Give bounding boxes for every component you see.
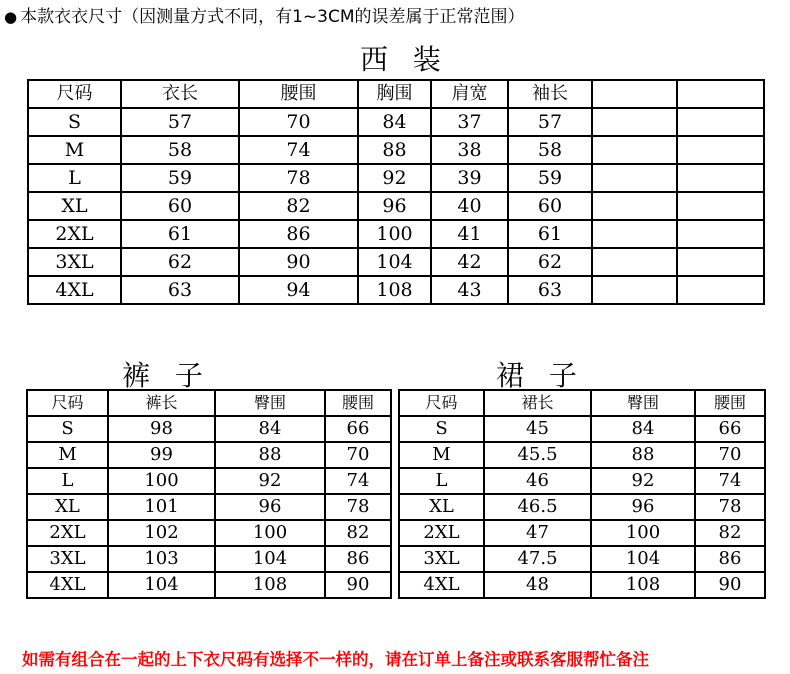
column-header: 裙长: [484, 390, 591, 416]
size-cell: 2XL: [27, 520, 108, 546]
measurement-cell: [592, 276, 677, 304]
table-row: [399, 494, 765, 520]
size-cell: 2XL: [399, 520, 484, 546]
skirt-header-row: [399, 390, 765, 416]
size-cell: XL: [28, 192, 121, 220]
measurement-cell: [592, 192, 677, 220]
measurement-cell: 84: [591, 416, 695, 442]
measurement-cell: 70: [325, 442, 391, 468]
size-cell: XL: [399, 494, 484, 520]
header-note-text: 本款衣衣尺寸（因测量方式不同，有1~3CM的误差属于正常范围）: [20, 7, 525, 27]
column-header: 尺码: [27, 390, 108, 416]
measurement-cell: 62: [121, 248, 239, 276]
suit-size-table: [27, 79, 765, 305]
header-note: [4, 2, 525, 27]
table-row: [28, 136, 764, 164]
pants-title: 裤 子: [122, 359, 211, 392]
size-cell: S: [27, 416, 108, 442]
measurement-cell: 45.5: [484, 442, 591, 468]
measurement-cell: 70: [239, 108, 358, 136]
measurement-cell: 104: [108, 572, 215, 598]
measurement-cell: 40: [431, 192, 508, 220]
measurement-cell: [592, 136, 677, 164]
measurement-cell: 61: [121, 220, 239, 248]
column-header: 裤长: [108, 390, 215, 416]
table-row: [28, 108, 764, 136]
size-cell: 4XL: [27, 572, 108, 598]
measurement-cell: 63: [508, 276, 592, 304]
measurement-cell: 108: [215, 572, 325, 598]
measurement-cell: 46: [484, 468, 591, 494]
measurement-cell: 74: [695, 468, 765, 494]
column-header: 腰围: [239, 80, 358, 108]
measurement-cell: 104: [215, 546, 325, 572]
size-cell: S: [28, 108, 121, 136]
measurement-cell: 46.5: [484, 494, 591, 520]
measurement-cell: 41: [431, 220, 508, 248]
measurement-cell: 108: [591, 572, 695, 598]
skirt-title: 裙 子: [496, 359, 585, 392]
measurement-cell: 66: [325, 416, 391, 442]
skirt-size-table: [398, 389, 766, 599]
measurement-cell: 96: [591, 494, 695, 520]
column-header: 尺码: [28, 80, 121, 108]
table-row: [28, 248, 764, 276]
measurement-cell: [677, 220, 764, 248]
size-cell: S: [399, 416, 484, 442]
measurement-cell: 82: [325, 520, 391, 546]
measurement-cell: 90: [239, 248, 358, 276]
column-header: 臀围: [215, 390, 325, 416]
size-cell: 3XL: [28, 248, 121, 276]
table-row: [28, 220, 764, 248]
measurement-cell: 43: [431, 276, 508, 304]
pants-size-table: [26, 389, 392, 599]
measurement-cell: 88: [215, 442, 325, 468]
measurement-cell: 88: [358, 136, 431, 164]
measurement-cell: 104: [358, 248, 431, 276]
measurement-cell: 84: [215, 416, 325, 442]
size-cell: M: [399, 442, 484, 468]
table-row: [399, 572, 765, 598]
table-row: [27, 520, 391, 546]
measurement-cell: 86: [695, 546, 765, 572]
table-row: [27, 572, 391, 598]
column-header: 衣长: [121, 80, 239, 108]
table-row: [27, 416, 391, 442]
measurement-cell: 57: [508, 108, 592, 136]
measurement-cell: [677, 108, 764, 136]
size-cell: L: [27, 468, 108, 494]
measurement-cell: 98: [108, 416, 215, 442]
table-row: [27, 494, 391, 520]
measurement-cell: 47.5: [484, 546, 591, 572]
measurement-cell: 57: [121, 108, 239, 136]
column-header: [592, 80, 677, 108]
table-row: [399, 520, 765, 546]
measurement-cell: 48: [484, 572, 591, 598]
measurement-cell: 99: [108, 442, 215, 468]
table-row: [399, 442, 765, 468]
measurement-cell: 100: [108, 468, 215, 494]
table-row: [28, 192, 764, 220]
column-header: [677, 80, 764, 108]
measurement-cell: 86: [239, 220, 358, 248]
measurement-cell: 100: [215, 520, 325, 546]
bullet-icon: ●: [4, 8, 18, 26]
measurement-cell: 66: [695, 416, 765, 442]
measurement-cell: 63: [121, 276, 239, 304]
measurement-cell: 58: [508, 136, 592, 164]
measurement-cell: 38: [431, 136, 508, 164]
measurement-cell: [677, 248, 764, 276]
measurement-cell: 74: [239, 136, 358, 164]
measurement-cell: 78: [325, 494, 391, 520]
size-cell: XL: [27, 494, 108, 520]
column-header: 袖长: [508, 80, 592, 108]
measurement-cell: 82: [239, 192, 358, 220]
table-row: [399, 416, 765, 442]
measurement-cell: 100: [358, 220, 431, 248]
measurement-cell: [592, 108, 677, 136]
measurement-cell: [677, 136, 764, 164]
table-row: [399, 468, 765, 494]
measurement-cell: 42: [431, 248, 508, 276]
measurement-cell: 59: [508, 164, 592, 192]
column-header: 腰围: [695, 390, 765, 416]
size-cell: L: [399, 468, 484, 494]
suit-title: 西 装: [360, 43, 449, 76]
column-header: 腰围: [325, 390, 391, 416]
measurement-cell: 74: [325, 468, 391, 494]
measurement-cell: 60: [121, 192, 239, 220]
measurement-cell: 82: [695, 520, 765, 546]
measurement-cell: 103: [108, 546, 215, 572]
table-row: [27, 546, 391, 572]
measurement-cell: 96: [215, 494, 325, 520]
measurement-cell: 92: [215, 468, 325, 494]
size-cell: M: [27, 442, 108, 468]
measurement-cell: 90: [325, 572, 391, 598]
measurement-cell: 88: [591, 442, 695, 468]
measurement-cell: 37: [431, 108, 508, 136]
measurement-cell: 102: [108, 520, 215, 546]
footer-note: 如需有组合在一起的上下衣尺码有选择不一样的，请在订单上备注或联系客服帮忙备注: [22, 650, 649, 669]
measurement-cell: 58: [121, 136, 239, 164]
pants-header-row: [27, 390, 391, 416]
size-cell: 2XL: [28, 220, 121, 248]
size-cell: L: [28, 164, 121, 192]
measurement-cell: 62: [508, 248, 592, 276]
measurement-cell: 100: [591, 520, 695, 546]
column-header: 尺码: [399, 390, 484, 416]
measurement-cell: 92: [358, 164, 431, 192]
size-cell: 4XL: [399, 572, 484, 598]
table-row: [399, 546, 765, 572]
measurement-cell: 96: [358, 192, 431, 220]
measurement-cell: 108: [358, 276, 431, 304]
size-cell: 4XL: [28, 276, 121, 304]
column-header: 胸围: [358, 80, 431, 108]
size-cell: 3XL: [399, 546, 484, 572]
measurement-cell: [592, 248, 677, 276]
measurement-cell: 84: [358, 108, 431, 136]
table-row: [27, 442, 391, 468]
measurement-cell: 70: [695, 442, 765, 468]
measurement-cell: 78: [695, 494, 765, 520]
measurement-cell: 47: [484, 520, 591, 546]
measurement-cell: 90: [695, 572, 765, 598]
column-header: 肩宽: [431, 80, 508, 108]
measurement-cell: 39: [431, 164, 508, 192]
measurement-cell: [677, 192, 764, 220]
measurement-cell: [677, 164, 764, 192]
table-row: [28, 164, 764, 192]
measurement-cell: [677, 276, 764, 304]
table-row: [27, 468, 391, 494]
measurement-cell: [592, 220, 677, 248]
table-row: [28, 276, 764, 304]
measurement-cell: 94: [239, 276, 358, 304]
size-cell: 3XL: [27, 546, 108, 572]
measurement-cell: 59: [121, 164, 239, 192]
measurement-cell: 60: [508, 192, 592, 220]
measurement-cell: 45: [484, 416, 591, 442]
measurement-cell: 92: [591, 468, 695, 494]
measurement-cell: 86: [325, 546, 391, 572]
measurement-cell: 101: [108, 494, 215, 520]
column-header: 臀围: [591, 390, 695, 416]
suit-header-row: [28, 80, 764, 108]
size-cell: M: [28, 136, 121, 164]
measurement-cell: [592, 164, 677, 192]
measurement-cell: 61: [508, 220, 592, 248]
measurement-cell: 104: [591, 546, 695, 572]
measurement-cell: 78: [239, 164, 358, 192]
